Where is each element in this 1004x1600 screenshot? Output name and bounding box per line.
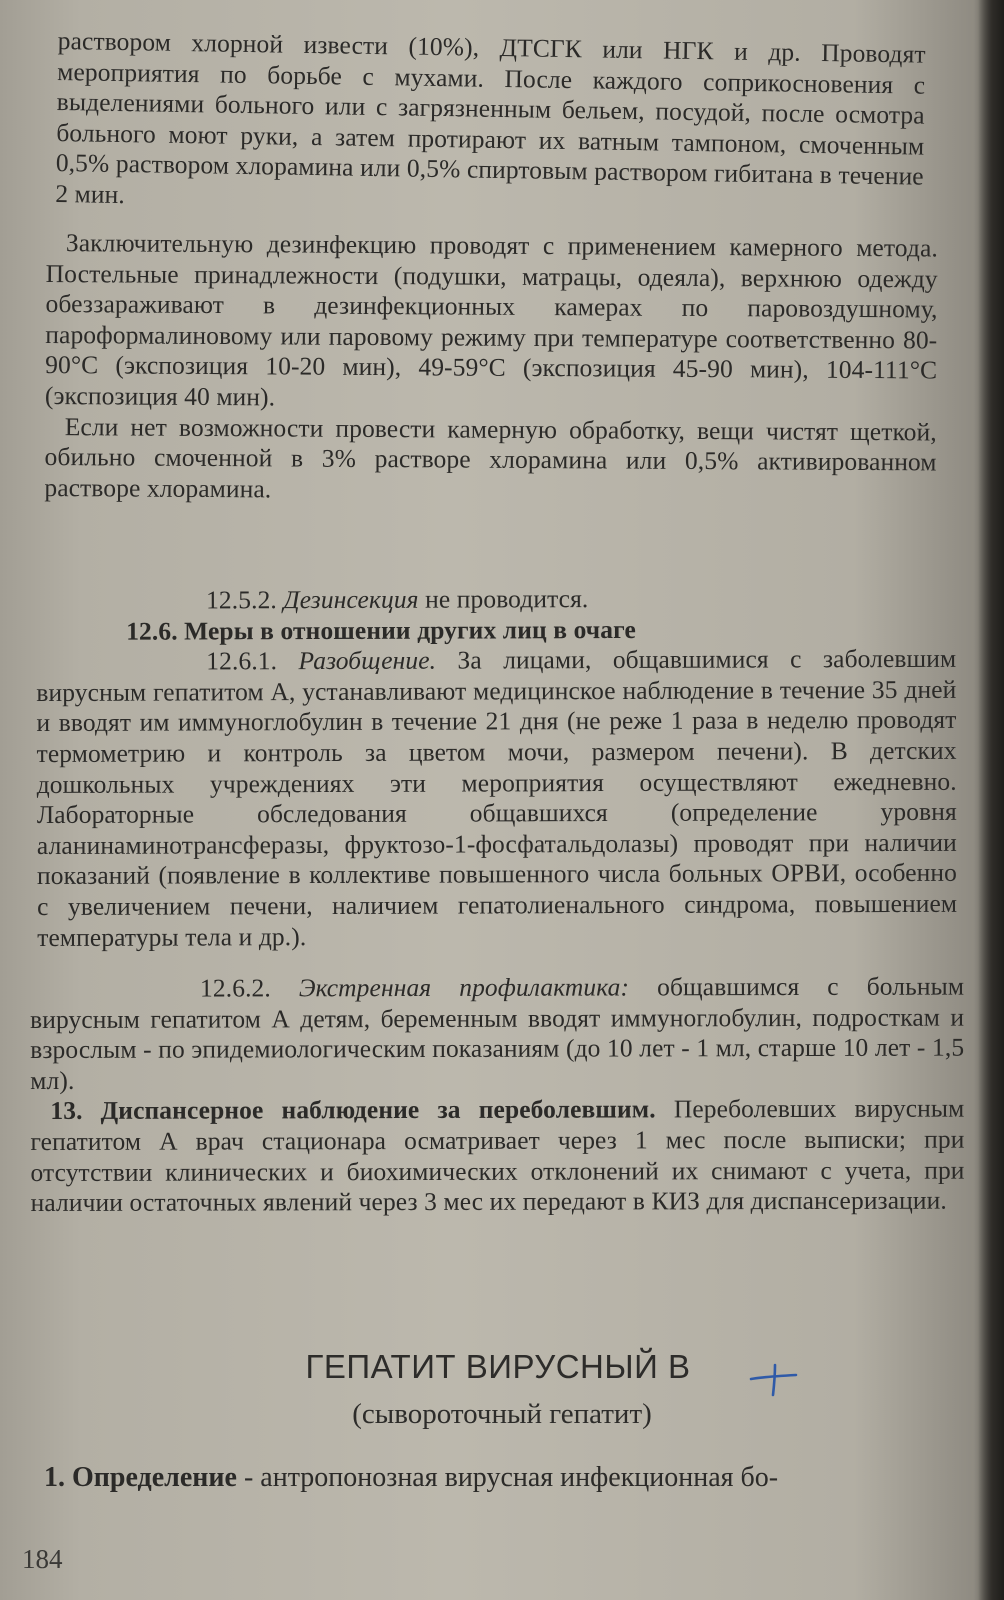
page-number: 184 [22, 1544, 63, 1574]
section-heading-13: 13. Диспансерное наблюдение за переболевшим. [50, 1094, 656, 1126]
definition-heading: 1. Определение [44, 1462, 237, 1493]
section-term: Дезинсекция [283, 584, 419, 615]
section-13 [30, 1094, 964, 1219]
text-block-final-disinfection [44, 228, 938, 509]
chapter-subtitle: (сывороточный гепатит) [352, 1398, 652, 1430]
paragraph-brush-cleaning: Если нет возможности провести камерную обработку, вещи чистят щеткой, обильно смоченной в 3% растворе хлорамина или 0,5% активированном растворе хлорамина. [44, 411, 937, 504]
section-12-6-2 [30, 972, 964, 1097]
definition-text: - антропонозная вирусная инфекционная бо- [243, 1462, 779, 1493]
text-block-disinfection [55, 26, 926, 223]
section-term: Экстренная профилактика: [298, 972, 630, 1003]
section-heading-12-6: 12.6. Меры в отношении других лиц в очаге [126, 614, 636, 646]
paragraph-final-disinfection: Заключительную дезинфекцию проводят с применением камерного метода. Постельные принадлежности (подушки, матрацы, одеяла), верхнюю одежду обеззараживают в дезинфекционных камерах по паровоздушному, пароформалиновому или паровому режиму при температуре соответственно 80-90°С (экспозиция 10-20 мин), 49-59°С (экспозиция 45-90 мин), 104-111°С (экспозиция 40 мин). [44, 228, 938, 412]
section-number: 12.6.2. [199, 973, 271, 1003]
section-text: За лицами, общавшимися с заболевшим вирусным гепатитом А, устанавливают медицинское наблюдение в течение 35 дней и вводят им иммуноглобулин в течение 21 дня (не реже 1 раза в неделю проводят термометрию и контроль за цветом мочи, размером печени). В детских дошкольных учреждениях эти мероприятия осуществляют ежедневно. Лабораторные обследования общавшихся (определение уровня аланинаминотрансферазы, фруктозо-1-фосфатальдолазы) проводят при наличии показаний (появление в коллективе повышенного числа больных ОРВИ, особенно с увеличением печени, наличием гепатолиенального синдрома, повышением температуры тела и др.). [36, 643, 958, 952]
section-12-6-1 [36, 644, 957, 953]
section-term: Разобщение. [298, 645, 437, 676]
text-block-prophylaxis [30, 972, 965, 1219]
definition-line [44, 1462, 984, 1494]
pen-plus-mark-icon [748, 1358, 800, 1398]
chapter-title [0, 1348, 1004, 1386]
section-number: 12.6.1. [206, 646, 278, 676]
section-12-5-2 [36, 583, 956, 617]
paragraph-current-disinfection: раствором хлорной извести (10%), ДТСГК или НГК и др. Проводят мероприятия по борьбе с мухами. После каждого соприкосновения с выделениями больного или с загрязненным бельем, посудой, после осмотра больного моют руки, а затем протирают их ватным тампоном, смоченным 0,5% раствором хлорамина или 0,5% спиртовым раствором гибитана в течение 2 мин. [55, 26, 926, 210]
section-text: не проводится. [425, 584, 589, 614]
text-block-contacts [36, 583, 957, 953]
book-spine-shadow [978, 0, 1004, 1600]
section-number: 12.5.2. [205, 585, 277, 615]
chapter-title-text: ГЕПАТИТ ВИРУСНЫЙ В [305, 1348, 691, 1385]
section-text: общавшимся с больным вирусным гепатитом А детям, беременным вводят иммуноглобулин, подросткам и взрослым - по эпидемиологическим показаниям (до 10 лет - 1 мл, старше 10 лет - 1,5 мл). [30, 971, 965, 1095]
section-text: Переболевших вирусным гепатитом А врач стационара осматривает через 1 мес после выписки; при отсутствии клинических и биохимических отклонений их снимают с учета, при наличии остаточных явлений через 3 мес их передают в КИЗ для диспансеризации. [30, 1093, 965, 1218]
